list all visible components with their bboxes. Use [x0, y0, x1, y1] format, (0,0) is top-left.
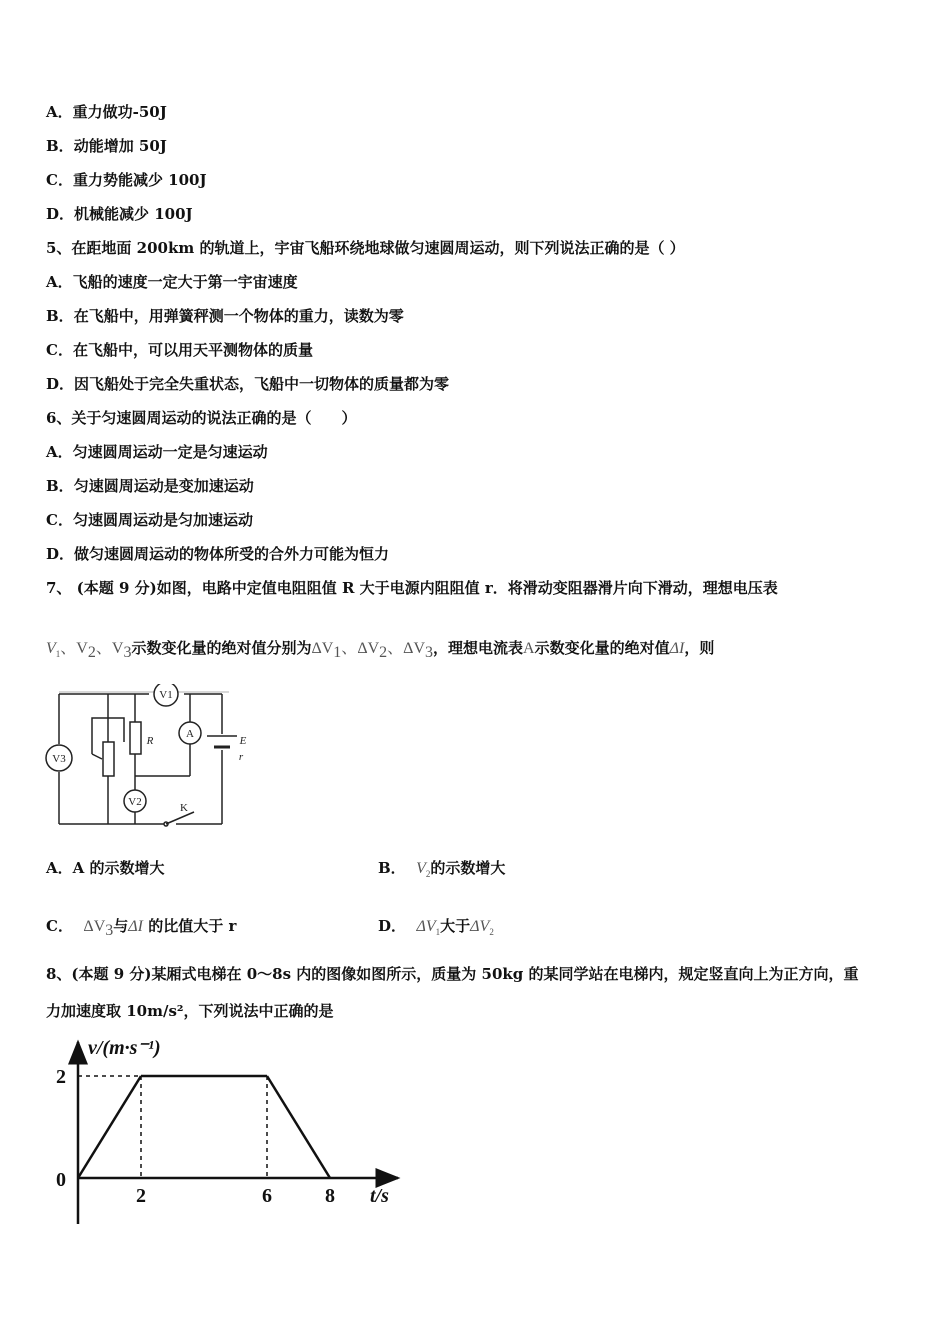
- resistor-label: R: [146, 735, 154, 747]
- meter-v1-label: V1: [159, 689, 173, 701]
- series-segment-2: [267, 1076, 330, 1178]
- meter-a-label: A: [186, 728, 194, 740]
- x-tick-6: 6: [262, 1185, 272, 1207]
- q6-option-c: C．匀速圆周运动是匀加速运动: [46, 511, 253, 529]
- q6-option-b: B．匀速圆周运动是变加速运动: [46, 477, 254, 495]
- q7-option-a: A．A 的示数增大: [46, 859, 165, 877]
- q7-option-c: C． $\Delta V_3$与ΔI 的比值大于 r: [46, 917, 237, 939]
- q6-stem: 6、关于匀速圆周运动的说法正确的是（ ）: [46, 409, 357, 427]
- q8-stem-line1: 8、(本题 9 分)某厢式电梯在 0～8s 内的图像如图所示，质量为 50kg 的某同学站在电梯内，规定竖直向上为正方向，重: [46, 965, 859, 983]
- q8-stem-line2: 力加速度取 10m/s²，下列说法中正确的是: [46, 1002, 334, 1020]
- q6-option-d: D．做匀速圆周运动的物体所受的合外力可能为恒力: [46, 545, 390, 563]
- q5-option-a: A．飞船的速度一定大于第一宇宙速度: [46, 273, 298, 291]
- meter-v2-label: V2: [128, 796, 142, 808]
- q4-option-a: A．重力做功-50J: [46, 103, 167, 121]
- x-tick-2: 2: [136, 1185, 146, 1207]
- y-tick-2: 2: [56, 1066, 66, 1088]
- internal-r-label: r: [238, 751, 244, 763]
- q7-option-b: B． $V_2$的示数增大: [378, 859, 506, 880]
- circuit-diagram: [44, 684, 250, 830]
- meter-v3-label: V3: [52, 753, 66, 765]
- x-axis-label: t/s: [370, 1185, 389, 1207]
- q6-option-a: A．匀速圆周运动一定是匀速运动: [46, 443, 268, 461]
- q7-stem: 7、 (本题 9 分)如图，电路中定值电阻阻值 R 大于电源内阻阻值 r．将滑动变阻器滑片向下滑动，理想电压表: [46, 579, 778, 597]
- q5-stem: 5、在距地面 200km 的轨道上，宇宙飞船环绕地球做匀速圆周运动，则下列说法正确的是（ ）: [46, 239, 685, 257]
- q4-option-b: B．动能增加 50J: [46, 137, 167, 155]
- origin-label: 0: [56, 1169, 66, 1191]
- vt-graph: [40, 1032, 420, 1232]
- switch-label: K: [180, 802, 188, 814]
- emf-label: E: [239, 735, 247, 747]
- q4-option-d: D．机械能减少 100J: [46, 205, 193, 223]
- q5-option-d: D．因飞船处于完全失重状态，飞船中一切物体的质量都为零: [46, 375, 450, 393]
- q5-option-c: C．在飞船中，可以用天平测物体的质量: [46, 341, 313, 359]
- series-segment-0: [78, 1076, 141, 1178]
- x-tick-8: 8: [325, 1185, 335, 1207]
- q5-option-b: B．在飞船中，用弹簧秤测一个物体的重力，读数为零: [46, 307, 404, 325]
- q7-option-d: D． $\Delta V_1$大于$\Delta V_2$: [378, 917, 494, 938]
- q4-option-c: C．重力势能减少 100J: [46, 171, 207, 189]
- q7-stem-line2: $V_1$、$V_2$、$V_3$示数变化量的绝对值分别为$\Delta V_1$、$\Delta V_2$、$\Delta V_3$，理想电流表A示数变化量的绝对值ΔI，则: [46, 639, 715, 661]
- y-axis-label: v/(m·s⁻¹): [88, 1037, 161, 1059]
